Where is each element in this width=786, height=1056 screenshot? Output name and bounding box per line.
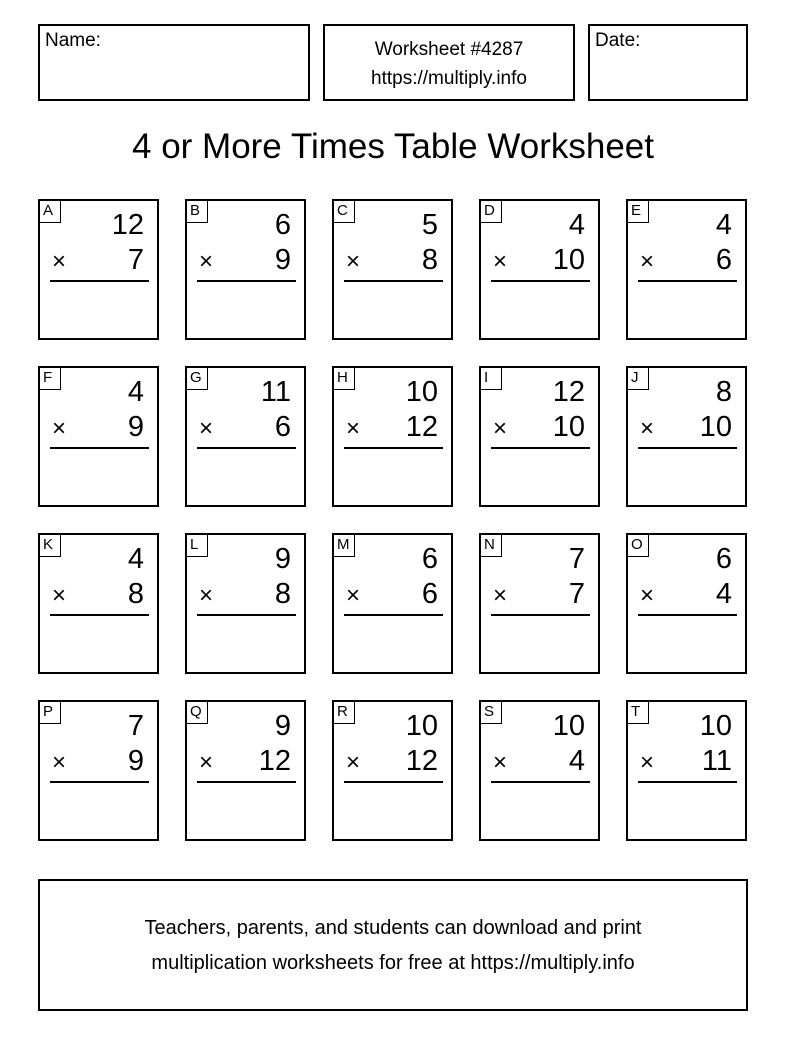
- answer-line: [491, 781, 590, 783]
- problem-card[interactable]: [332, 700, 453, 841]
- problem-label: Q: [187, 702, 208, 724]
- times-sign: ×: [493, 248, 508, 275]
- multiplier: 12: [405, 411, 438, 443]
- answer-line: [197, 781, 296, 783]
- multiplier: 7: [568, 578, 585, 610]
- problem-label: O: [628, 535, 649, 557]
- problem-label: C: [334, 201, 355, 223]
- multiplier: 9: [127, 745, 144, 777]
- multiplier: 6: [274, 411, 291, 443]
- worksheet-info-box: [323, 24, 575, 101]
- multiplier: 6: [715, 244, 732, 276]
- problem-card[interactable]: [479, 700, 600, 841]
- multiplicand: 4: [568, 209, 585, 241]
- multiplier: 9: [127, 411, 144, 443]
- times-sign: ×: [52, 415, 67, 442]
- date-label: Date:: [595, 30, 641, 51]
- multiplier: 9: [274, 244, 291, 276]
- answer-line: [344, 781, 443, 783]
- problem-label: S: [481, 702, 502, 724]
- problem-label: R: [334, 702, 355, 724]
- answer-line: [50, 614, 149, 616]
- multiplier: 10: [552, 411, 585, 443]
- multiplier: 8: [127, 578, 144, 610]
- name-label: Name:: [45, 30, 101, 51]
- multiplicand: 7: [568, 543, 585, 575]
- multiplier: 8: [421, 244, 438, 276]
- answer-line: [491, 447, 590, 449]
- problem-card[interactable]: [626, 533, 747, 674]
- multiplicand: 9: [274, 710, 291, 742]
- times-sign: ×: [640, 415, 655, 442]
- problem-card[interactable]: [185, 366, 306, 507]
- problem-card[interactable]: [185, 533, 306, 674]
- problem-label: B: [187, 201, 208, 223]
- times-sign: ×: [346, 582, 361, 609]
- times-sign: ×: [199, 415, 214, 442]
- multiplicand: 4: [127, 543, 144, 575]
- multiplier: 8: [274, 578, 291, 610]
- answer-line: [50, 781, 149, 783]
- footer-box: [38, 879, 748, 1011]
- times-sign: ×: [493, 582, 508, 609]
- multiplicand: 4: [127, 376, 144, 408]
- multiplier: 6: [421, 578, 438, 610]
- date-field[interactable]: [588, 24, 748, 101]
- problem-label: A: [40, 201, 61, 223]
- times-sign: ×: [346, 248, 361, 275]
- problem-card[interactable]: [38, 700, 159, 841]
- times-sign: ×: [199, 582, 214, 609]
- footer-line-1: Teachers, parents, and students can download and print: [144, 917, 642, 939]
- problem-card[interactable]: [185, 199, 306, 340]
- problem-label: E: [628, 201, 649, 223]
- multiplicand: 10: [405, 710, 438, 742]
- answer-line: [638, 447, 737, 449]
- multiplier: 4: [568, 745, 585, 777]
- answer-line: [638, 781, 737, 783]
- problem-card[interactable]: [38, 199, 159, 340]
- worksheet-number: Worksheet #4287: [374, 39, 524, 60]
- page-title: 4 or More Times Table Worksheet: [132, 127, 654, 166]
- times-sign: ×: [199, 248, 214, 275]
- multiplicand: 10: [405, 376, 438, 408]
- problem-label: M: [334, 535, 355, 557]
- footer-line-2: multiplication worksheets for free at https://multiply.info: [151, 952, 635, 974]
- problem-label: J: [628, 368, 649, 390]
- multiplicand: 4: [715, 209, 732, 241]
- multiplicand: 9: [274, 543, 291, 575]
- times-sign: ×: [199, 749, 214, 776]
- answer-line: [344, 447, 443, 449]
- answer-line: [344, 614, 443, 616]
- multiplier: 10: [552, 244, 585, 276]
- times-sign: ×: [346, 415, 361, 442]
- problem-label: K: [40, 535, 61, 557]
- problem-label: P: [40, 702, 61, 724]
- multiplier: 12: [405, 745, 438, 777]
- problem-card[interactable]: [332, 199, 453, 340]
- answer-line: [491, 280, 590, 282]
- multiplier: 7: [127, 244, 144, 276]
- worksheet-url: https://multiply.info: [371, 68, 527, 89]
- multiplicand: 10: [552, 710, 585, 742]
- problem-card[interactable]: [38, 366, 159, 507]
- problem-card[interactable]: [626, 366, 747, 507]
- problem-label: N: [481, 535, 502, 557]
- multiplier: 12: [258, 745, 291, 777]
- answer-line: [197, 447, 296, 449]
- answer-line: [638, 280, 737, 282]
- problem-label: I: [481, 368, 502, 390]
- answer-line: [491, 614, 590, 616]
- answer-line: [197, 280, 296, 282]
- multiplier: 10: [699, 411, 732, 443]
- answer-line: [50, 280, 149, 282]
- problem-card[interactable]: [626, 700, 747, 841]
- problem-card[interactable]: [479, 199, 600, 340]
- multiplicand: 11: [260, 376, 291, 408]
- multiplicand: 6: [274, 209, 291, 241]
- problem-card[interactable]: [185, 700, 306, 841]
- problem-card[interactable]: [332, 366, 453, 507]
- multiplier: 4: [715, 578, 732, 610]
- problem-card[interactable]: [626, 199, 747, 340]
- problem-label: H: [334, 368, 355, 390]
- times-sign: ×: [493, 749, 508, 776]
- times-sign: ×: [640, 582, 655, 609]
- times-sign: ×: [640, 749, 655, 776]
- answer-line: [50, 447, 149, 449]
- problem-card[interactable]: [479, 366, 600, 507]
- multiplier: 11: [701, 745, 732, 777]
- answer-line: [638, 614, 737, 616]
- problem-label: L: [187, 535, 208, 557]
- problem-label: T: [628, 702, 649, 724]
- answer-line: [344, 280, 443, 282]
- multiplicand: 7: [127, 710, 144, 742]
- multiplicand: 10: [699, 710, 732, 742]
- times-sign: ×: [346, 749, 361, 776]
- problem-card[interactable]: [38, 533, 159, 674]
- times-sign: ×: [52, 749, 67, 776]
- times-sign: ×: [493, 415, 508, 442]
- problem-card[interactable]: [479, 533, 600, 674]
- name-field[interactable]: [38, 24, 310, 101]
- answer-line: [197, 614, 296, 616]
- times-sign: ×: [640, 248, 655, 275]
- multiplicand: 12: [111, 209, 144, 241]
- times-sign: ×: [52, 582, 67, 609]
- multiplicand: 6: [715, 543, 732, 575]
- times-sign: ×: [52, 248, 67, 275]
- problem-label: G: [187, 368, 208, 390]
- problem-label: F: [40, 368, 61, 390]
- multiplicand: 8: [715, 376, 732, 408]
- problem-card[interactable]: [332, 533, 453, 674]
- multiplicand: 6: [421, 543, 438, 575]
- problem-label: D: [481, 201, 502, 223]
- multiplicand: 5: [421, 209, 438, 241]
- multiplicand: 12: [552, 376, 585, 408]
